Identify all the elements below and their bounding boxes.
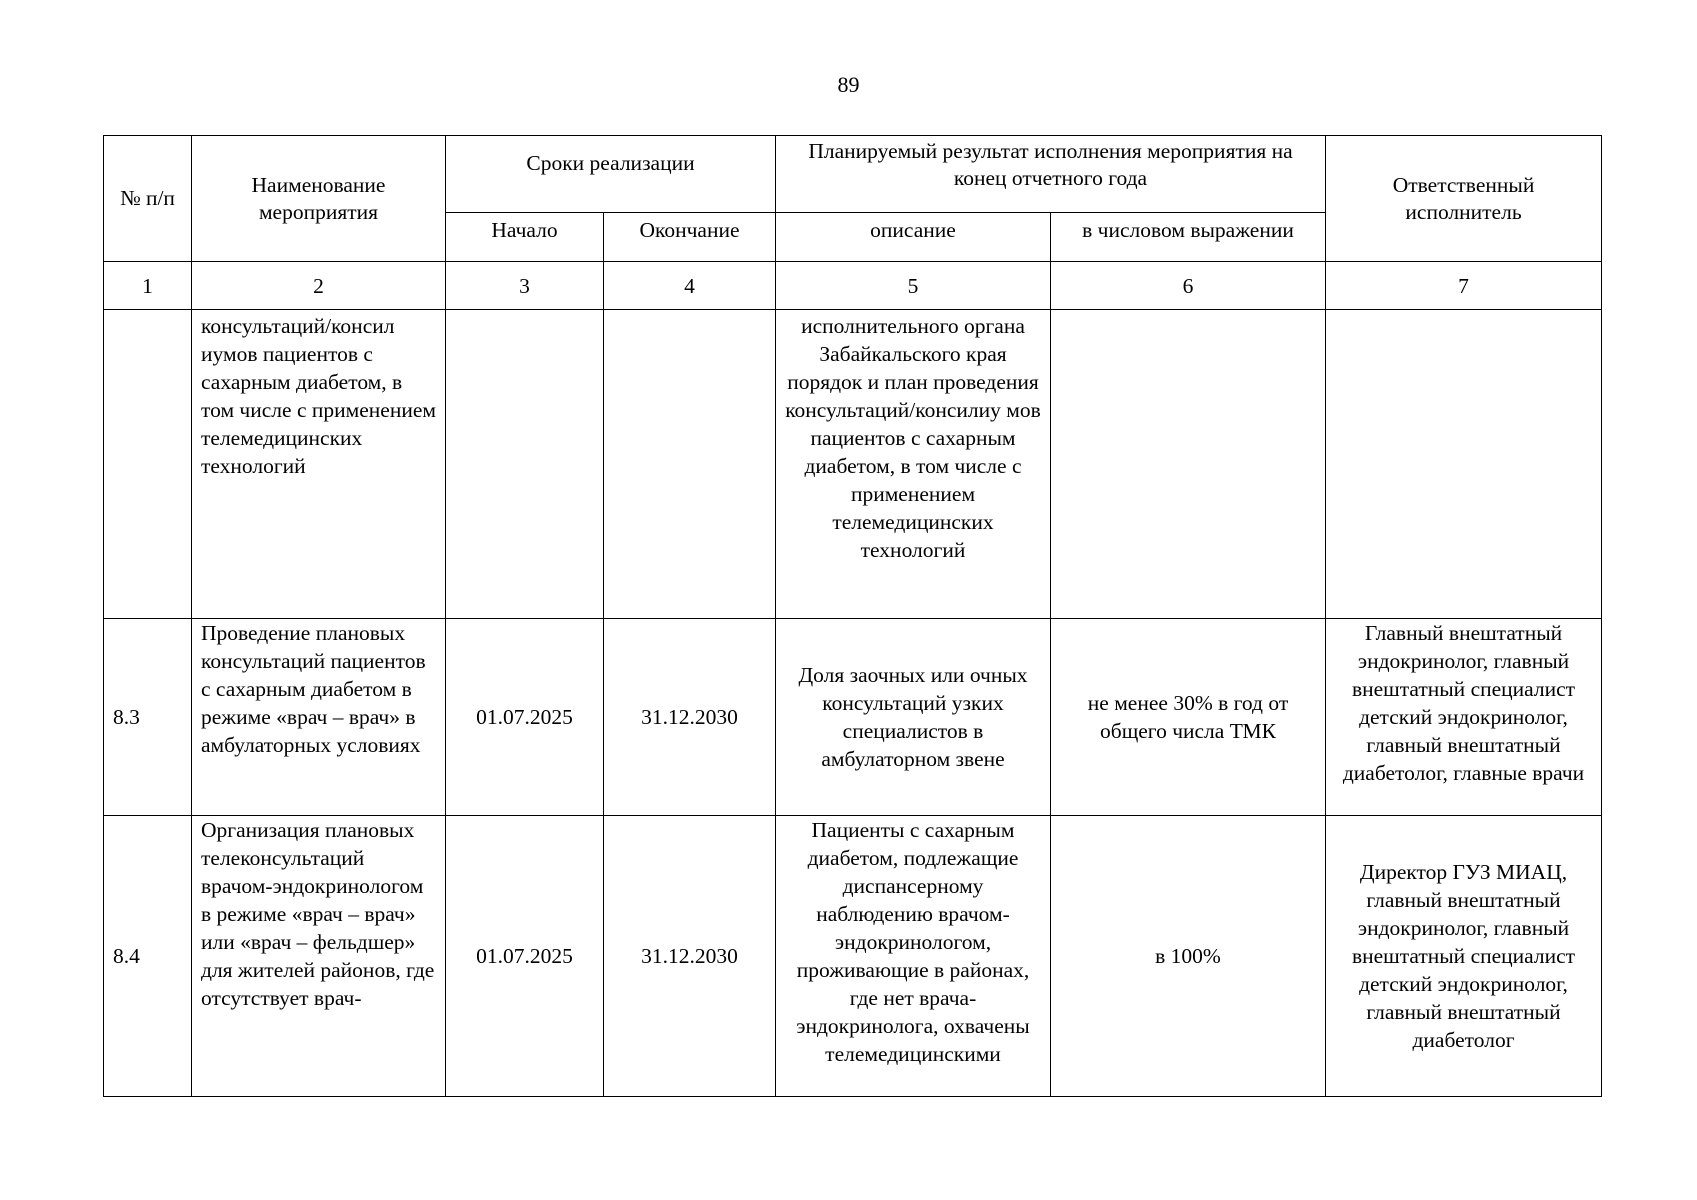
row-end bbox=[604, 310, 776, 619]
row-name: консультаций/консил иумов пациентов с сахарным диабетом, в том числе с применением телемедицинских технологий bbox=[192, 310, 446, 619]
header-terms: Сроки реализации bbox=[446, 136, 776, 213]
row-num: 8.3 bbox=[104, 619, 192, 816]
column-number: 3 bbox=[446, 262, 604, 310]
row-num bbox=[104, 310, 192, 619]
activities-table bbox=[103, 135, 1602, 1097]
table-row bbox=[104, 619, 1602, 816]
row-start: 01.07.2025 bbox=[446, 816, 604, 1097]
table-row bbox=[104, 816, 1602, 1097]
row-start: 01.07.2025 bbox=[446, 619, 604, 816]
table-row bbox=[104, 310, 1602, 619]
column-number: 4 bbox=[604, 262, 776, 310]
row-description: Доля заочных или очных консультаций узких специалистов в амбулаторном звене bbox=[776, 619, 1051, 816]
header-start: Начало bbox=[446, 213, 604, 262]
row-start bbox=[446, 310, 604, 619]
header-num: № п/п bbox=[104, 136, 192, 262]
row-responsible: Директор ГУЗ МИАЦ, главный внештатный эндокринолог, главный внештатный специалист детский эндокринолог, главный внештатный диабетолог bbox=[1326, 816, 1602, 1097]
row-description: исполнительного органа Забайкальского края порядок и план проведения консультаций/консилиу мов пациентов с сахарным диабетом, в том числе с применением телемедицинских технологий bbox=[776, 310, 1051, 619]
column-number: 1 bbox=[104, 262, 192, 310]
row-description: Пациенты с сахарным диабетом, подлежащие диспансерному наблюдению врачом-эндокринологом, проживающие в районах, где нет врача-эндокринолога, охвачены телемедицинскими bbox=[776, 816, 1051, 1097]
row-numeric: в 100% bbox=[1051, 816, 1326, 1097]
row-end: 31.12.2030 bbox=[604, 816, 776, 1097]
row-numeric bbox=[1051, 310, 1326, 619]
column-number: 7 bbox=[1326, 262, 1602, 310]
row-end: 31.12.2030 bbox=[604, 619, 776, 816]
header-responsible: Ответственный исполнитель bbox=[1326, 136, 1602, 262]
page-number: 89 bbox=[837, 72, 860, 97]
column-numbers-row bbox=[104, 262, 1602, 310]
row-num: 8.4 bbox=[104, 816, 192, 1097]
column-number: 2 bbox=[192, 262, 446, 310]
row-name: Организация плановых телеконсультаций врачом-эндокринологом в режиме «врач – врач» или «врач – фельдшер» для жителей районов, где отсутствует врач- bbox=[192, 816, 446, 1097]
row-responsible: Главный внештатный эндокринолог, главный внештатный специалист детский эндокринолог, главный внештатный диабетолог, главные врачи bbox=[1326, 619, 1602, 816]
header-result: Планируемый результат исполнения мероприятия на конец отчетного года bbox=[776, 136, 1326, 213]
header-name: Наименование мероприятия bbox=[192, 136, 446, 262]
header-end: Окончание bbox=[604, 213, 776, 262]
header-description: описание bbox=[776, 213, 1051, 262]
header-numeric: в числовом выражении bbox=[1051, 213, 1326, 262]
row-numeric: не менее 30% в год от общего числа ТМК bbox=[1051, 619, 1326, 816]
row-responsible bbox=[1326, 310, 1602, 619]
column-number: 5 bbox=[776, 262, 1051, 310]
column-number: 6 bbox=[1051, 262, 1326, 310]
row-name: Проведение плановых консультаций пациентов с сахарным диабетом в режиме «врач – врач» в амбулаторных условиях bbox=[192, 619, 446, 816]
